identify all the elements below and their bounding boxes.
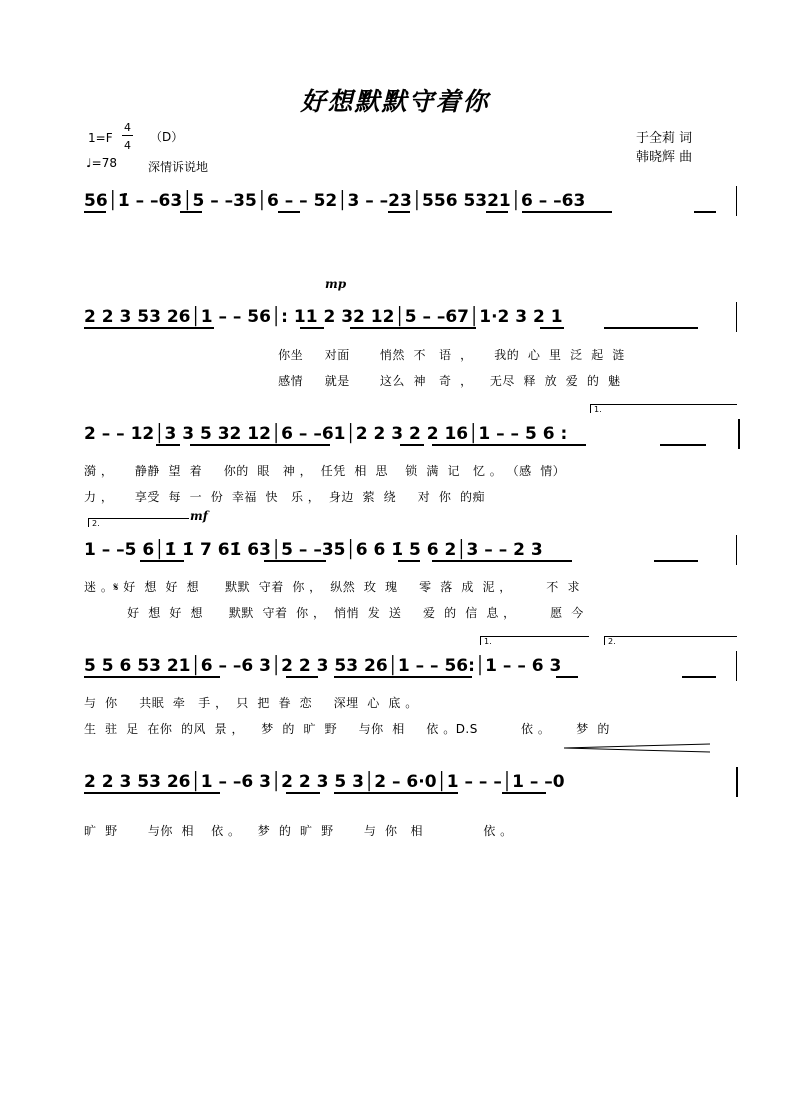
bar-line — [736, 302, 737, 332]
time-signature-rule — [122, 135, 133, 136]
lyrics-3-verse-2: 力 ， 享受 每 一 份 幸福 快 乐 ， 身边 萦 绕 对 你 的痴 — [84, 490, 486, 504]
beam-underline — [400, 444, 424, 446]
bar-line — [736, 186, 737, 216]
beam-underline — [540, 327, 564, 329]
beam-underline — [300, 327, 324, 329]
first-ending-bracket-2: 1. — [480, 636, 589, 645]
lyrics-5-verse-2: 生 驻 足 在你 的风 景 ， 梦 的 旷 野 与你 相 依 。D.S 依 。 梦 的 — [84, 722, 610, 736]
staff-notes-5: 5 5 6 53 21│6 – –6 3│2 2 3 53 26│1 – – 56:│1 – – 6 3 — [84, 656, 562, 676]
time-signature-numerator: 4 — [124, 121, 131, 134]
lyrics-4-verse-1: 迷 。𝄋 好 想 好 想 默默 守着 你 ， 纵然 玫 瑰 零 落 成 泥 ， 不 求 — [84, 580, 580, 594]
beam-underline — [334, 676, 472, 678]
beam-underline — [84, 327, 214, 329]
second-ending-bracket-2: 2. — [604, 636, 737, 645]
beam-underline — [84, 676, 220, 678]
beam-underline — [286, 792, 320, 794]
beam-underline — [84, 211, 106, 213]
beam-underline — [156, 444, 180, 446]
beam-underline — [660, 444, 706, 446]
lyrics-2-verse-2: 感情 就是 这么 神 奇 ， 无尽 释 放 爱 的 魅 — [84, 374, 621, 388]
bar-line — [736, 535, 737, 565]
lyrics-2-verse-1: 你坐 对面 悄然 不 语 ， 我的 心 里 泛 起 涟 — [84, 348, 625, 362]
staff-notes-4: 1 – –5 6│1̇ 1̇ 7 61̇ 63│5 – –35│6 6 1̇ 5 6 2│3 – – 2 3 — [84, 540, 543, 560]
lyrics-6: 旷 野 与你 相 依 。 梦 的 旷 野 与 你 相 依 。 — [84, 824, 513, 838]
beam-underline — [140, 560, 184, 562]
beam-underline — [682, 676, 716, 678]
first-ending-bracket: 1. — [590, 404, 737, 413]
beam-underline — [84, 792, 220, 794]
beam-underline — [522, 211, 612, 213]
beam-underline — [264, 560, 326, 562]
staff-notes-6: 2 2 3 53 26│1 – –6 3│2 2 3 5 3│2 – 6·0│1 – – –│1 – –0 — [84, 772, 565, 792]
bar-line — [736, 651, 737, 681]
time-signature-denominator: 4 — [124, 139, 131, 152]
beam-underline — [388, 211, 410, 213]
beam-underline — [556, 676, 578, 678]
repeat-bar — [738, 419, 740, 449]
beam-underline — [180, 211, 202, 213]
beam-underline — [432, 444, 586, 446]
composer-credit: 韩晓辉 曲 — [636, 150, 693, 165]
key-signature: 1=F — [88, 131, 113, 145]
beam-underline — [334, 792, 458, 794]
beam-underline — [278, 211, 300, 213]
final-bar — [736, 767, 738, 797]
expression-mark: 深情诉说地 — [148, 160, 209, 174]
beam-underline — [432, 560, 572, 562]
lyricist-credit: 于全莉 词 — [636, 131, 693, 146]
beam-underline — [398, 560, 420, 562]
song-title: 好想默默守着你 — [300, 87, 490, 116]
staff-notes-2: 2 2 3 53 26│1 – – 56│: 11 2 32 12│5 – –67│1·2 3 2 1 — [84, 307, 563, 327]
beam-underline — [654, 560, 698, 562]
alternate-key: （D） — [150, 130, 184, 144]
second-ending-bracket: 2. — [88, 518, 189, 527]
beam-underline — [286, 676, 318, 678]
tempo-mark: ♩=78 — [86, 156, 117, 170]
beam-underline — [604, 327, 698, 329]
beam-underline — [502, 792, 546, 794]
beam-underline — [486, 211, 508, 213]
beam-underline — [694, 211, 716, 213]
crescendo-hairpin — [560, 740, 720, 758]
lyrics-5-verse-1: 与 你 共眠 牵 手 ， 只 把 眷 恋 深埋 心 底 。 — [84, 696, 418, 710]
staff-notes-3: 2 – – 12│3 3 5 32 12│6 – –61│2 2 3 2 2 16│1 – – 5 6 : — [84, 424, 568, 444]
lyrics-4-verse-2: 好 想 好 想 默默 守着 你 ， 悄悄 发 送 爱 的 信 息 ， 愿 今 — [84, 606, 584, 620]
dynamic-mp: mp — [325, 277, 347, 291]
beam-underline — [190, 444, 330, 446]
staff-notes-1: 56│1̇ – –63│5 – –35│6 – – 52│3 – –23│556 5321│6 – –63 — [84, 191, 586, 211]
dynamic-mf: mf — [190, 509, 208, 523]
beam-underline — [350, 327, 476, 329]
lyrics-3-verse-1: 漪 ， 静静 望 着 你的 眼 神 ， 任凭 相 思 锁 满 记 忆 。 （感 情） — [84, 464, 566, 478]
